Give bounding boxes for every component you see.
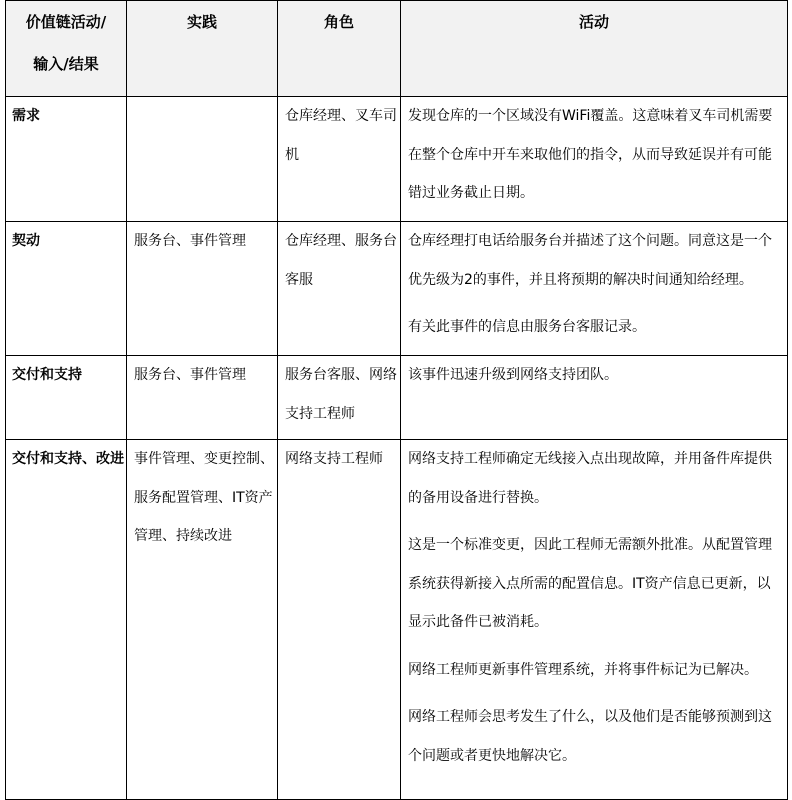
header-activity-line1: 价值链活动/ [25,13,107,31]
action-paragraph: 该事件迅速升级到网络支持团队。 [408,367,618,383]
action-cell [401,222,788,356]
role-cell: 仓库经理、叉车司机 [278,97,401,222]
activity-cell: 需求 [6,97,127,222]
header-row [6,1,788,97]
action-paragraph: 网络支持工程师确定无线接入点出现故障，并用备件库提供的备用设备进行替换。 [408,451,772,506]
practice-cell: 服务台、事件管理 [127,356,278,440]
action-cell [401,440,788,800]
practice-cell: 事件管理、变更控制、服务配置管理、IT资产管理、持续改进 [127,440,278,800]
header-activity-line2: 输入/结果 [33,55,99,73]
practice-cell [127,97,278,222]
table-row [6,440,788,800]
action-paragraph: 网络工程师会思考发生了什么，以及他们是否能够预测到这个问题或者更快地解决它。 [408,709,772,764]
action-cell [401,97,788,222]
header-activity [6,1,127,97]
header-role: 角色 [278,1,401,97]
activity-cell: 交付和支持、改进 [6,440,127,800]
role-cell: 仓库经理、服务台客服 [278,222,401,356]
header-practice: 实践 [127,1,278,97]
action-paragraph: 网络工程师更新事件管理系统，并将事件标记为已解决。 [408,661,758,678]
activity-cell: 交付和支持 [6,356,127,440]
action-cell [401,356,788,440]
activity-cell: 契动 [6,222,127,356]
role-cell: 服务台客服、网络支持工程师 [278,356,401,440]
process-table [5,0,788,800]
role-cell: 网络支持工程师 [278,440,401,800]
action-paragraph: 仓库经理打电话给服务台并描述了这个问题。同意这是一个优先级为2的事件，并且将预期的解决时间通知给经理。 [408,233,772,288]
action-paragraph: 这是一个标准变更，因此工程师无需额外批准。从配置管理系统获得新接入点所需的配置信息。IT资产信息已更新，以显示此备件已被消耗。 [408,537,772,630]
table-row [6,97,788,222]
practice-cell: 服务台、事件管理 [127,222,278,356]
action-paragraph: 有关此事件的信息由服务台客服记录。 [408,319,646,335]
header-action: 活动 [401,1,788,97]
table-row [6,222,788,356]
action-paragraph: 发现仓库的一个区域没有WiFi覆盖。这意味着叉车司机需要在整个仓库中开车来取他们的指令，从而导致延误并有可能错过业务截止日期。 [408,108,773,201]
table-row [6,356,788,440]
